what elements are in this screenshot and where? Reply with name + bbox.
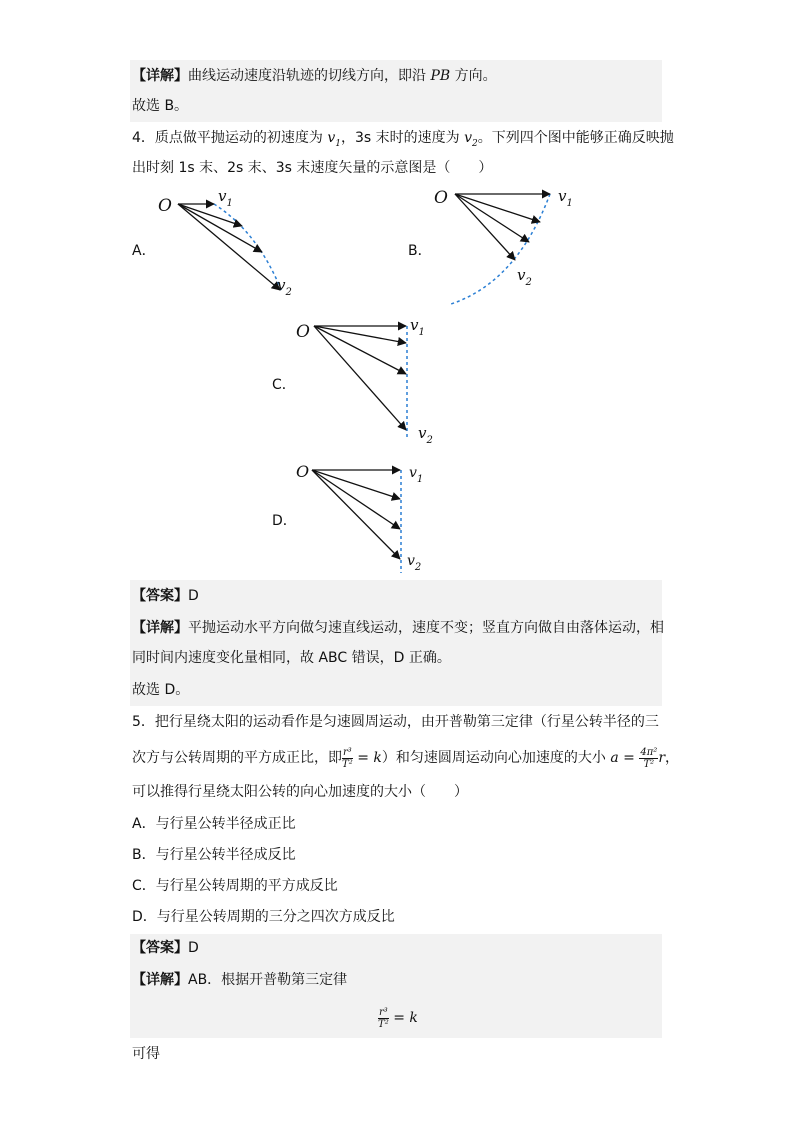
v1-label: $v_1$ [410,316,425,338]
q3-conclusion: 故选 B。 [132,98,189,114]
figure-a [150,180,310,305]
q5-option-c: C．与行星公转周期的平方成反比 [132,878,338,894]
q5-stem-line3: 可以推得行星绕太阳公转的向心加速度的大小（ ） [132,784,468,800]
origin-label: O [296,462,310,481]
velocity-arrow-v2 [314,326,406,430]
option-b-label: B． [408,243,432,259]
v2-label: $v_2$ [418,424,433,446]
answer-label: 【答案】 [132,588,188,604]
velocity-arrow-1s [312,470,400,499]
velocity-arrow-2s [312,470,400,529]
q5-answer: 【答案】D [132,940,199,956]
velocity-arrow-v2 [178,204,280,290]
trajectory-dashed-curve [214,204,282,292]
q4-answer: 【答案】D [132,588,199,604]
v2-label: $v_2$ [277,276,292,298]
q4-answer-shade [130,580,662,706]
q5-option-a: A．与行星公转半径成正比 [132,816,296,832]
v1-label: $v_1$ [218,187,233,209]
q5-tail: 可得 [132,1046,160,1062]
q4-conclusion: 故选 D。 [132,682,190,698]
q4-stem-line2: 出时刻 1s 末、2s 末、3s 末速度矢量的示意图是（ ） [132,160,493,176]
v1-label: $v_1$ [409,465,424,485]
q5-stem-line1: 5．把行星绕太阳的运动看作是匀速圆周运动，由开普勒第三定律（行星公转半径的三 [132,714,659,730]
origin-label: O [158,196,172,216]
acceleration-fraction: $\frac{\text{4π²}}{\text{T²}}$ [640,746,658,770]
q4-detail-line1: 【详解】平抛运动水平方向做匀速直线运动，速度不变；竖直方向做自由落体运动，相 [132,620,664,636]
option-d-label: D． [272,513,297,529]
origin-label: O [434,188,448,208]
detail-label: 【详解】 [132,620,188,636]
q5-option-b: B．与行星公转半径成反比 [132,847,296,863]
figure-b [425,180,585,310]
q4-detail-line2: 同时间内速度变化量相同，故 ABC 错误，D 正确。 [132,650,451,666]
q5-detail: 【详解】AB．根据开普勒第三定律 [132,972,348,988]
q3-detail: 【详解】曲线运动速度沿轨迹的切线方向，即沿 PB 方向。 [132,68,497,84]
velocity-arrow-2s [314,326,406,374]
kepler-equation-fraction: $\frac{\text{r³}}{\text{T²}}$ [378,1006,389,1030]
kepler-fraction: $\frac{\text{r³}}{\text{T²}}$ [342,746,353,770]
figure-d [290,455,440,580]
v1-label: $v_1$ [558,187,573,209]
detail-label: 【详解】 [132,972,188,988]
trajectory-dashed-curve [451,194,550,304]
v2-label: $v_2$ [517,266,532,288]
option-a-label: A． [132,243,156,259]
q5-stem-line2: 次方与公转周期的平方成正比，即 $\frac{\text{r³}}{\text{T²}}$ = k）和匀速圆周运动向心加速度的大小 a = $\frac{\text{4π²}}{\text{T²}}$ r， [132,746,680,770]
v2-label: $v_2$ [407,553,422,573]
origin-label: O [296,322,310,342]
q5-equation: $\frac{\text{r³}}{\text{T²}}$ = k [378,1006,418,1030]
figure-c [290,310,440,445]
velocity-arrow-2s [178,204,262,252]
velocity-arrow-1s [314,326,406,343]
q4-stem-line1: 4．质点做平抛运动的初速度为 $v_1$，3s 末时的速度为 $v_2$。下列四个图中能够正确反映抛 [132,130,674,149]
option-c-label: C． [272,377,296,393]
detail-label: 【详解】 [132,68,188,84]
q5-option-d: D．与行星公转周期的三分之四次方成反比 [132,909,395,925]
velocity-arrow-v2 [312,470,400,559]
answer-label: 【答案】 [132,940,188,956]
